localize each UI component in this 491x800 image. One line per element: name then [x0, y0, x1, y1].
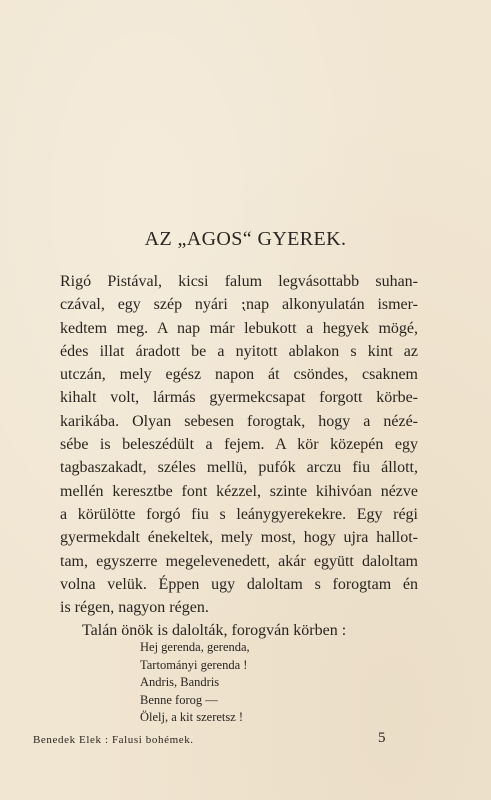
paragraph-line: édes illat áradott be a nyitott ablakon s kint az — [60, 342, 418, 360]
paragraph-line: Rigó Pistával, kicsi falum legvásottabb suhan- — [60, 273, 418, 290]
paragraph-line: gyermekdalt énekeltek, mely most, hogy ujra hallot- — [60, 529, 418, 547]
paragraph-line: karikába. Olyan sebesen forogtak, hogy a nézé- — [60, 412, 418, 430]
paragraph-line: a körülötte forgó fiu s leánygyerekekre. Egy régi — [60, 505, 418, 523]
paragraph-line: tagbaszakadt, széles mellü, pufók arczu fiu állott, — [60, 459, 418, 477]
verse-line: Tartományi gerenda ! — [140, 657, 248, 672]
paragraph-line: Talán önök is dalolták, forogván körben : — [82, 622, 347, 640]
paragraph-line: czával, egy szép nyári ⁏nap alkonyulatán ismer- — [60, 296, 418, 314]
paragraph-line: tam, egyszerre megelevenedett, akár együtt daloltam — [60, 552, 418, 570]
paragraph-line: utczán, mely egész napon át csöndes, csaknem — [60, 366, 418, 384]
paragraph-line: sébe is beleszédült a fejem. A kör közepén egy — [60, 436, 418, 454]
verse-line: Benne forog — — [140, 692, 218, 707]
paragraph-line: mellén keresztbe font kézzel, szinte kihivóan nézve — [60, 482, 418, 500]
song-verse — [140, 639, 250, 727]
page-number: 5 — [378, 730, 386, 746]
paragraph-line: kedtem meg. A nap már lebukott a hegyek mögé, — [60, 319, 418, 337]
chapter-title: AZ „AGOS“ GYEREK. — [144, 228, 347, 250]
verse-line: Hej gerenda, gerenda, — [140, 640, 250, 654]
paragraph-line: volna velük. Éppen ugy daloltam s forogtam én — [60, 575, 418, 593]
verse-line: Andris, Bandris — [140, 675, 220, 689]
verse-line: Ölelj, a kit szeretsz ! — [140, 710, 244, 724]
running-footer-title: Benedek Elek : Falusi bohémek. — [33, 734, 194, 746]
body-paragraph — [60, 270, 418, 643]
paragraph-line: kihalt volt, lármás gyermekcsapat forgott körbe- — [60, 389, 418, 407]
paragraph-line: is régen, nagyon régen. — [60, 599, 209, 617]
